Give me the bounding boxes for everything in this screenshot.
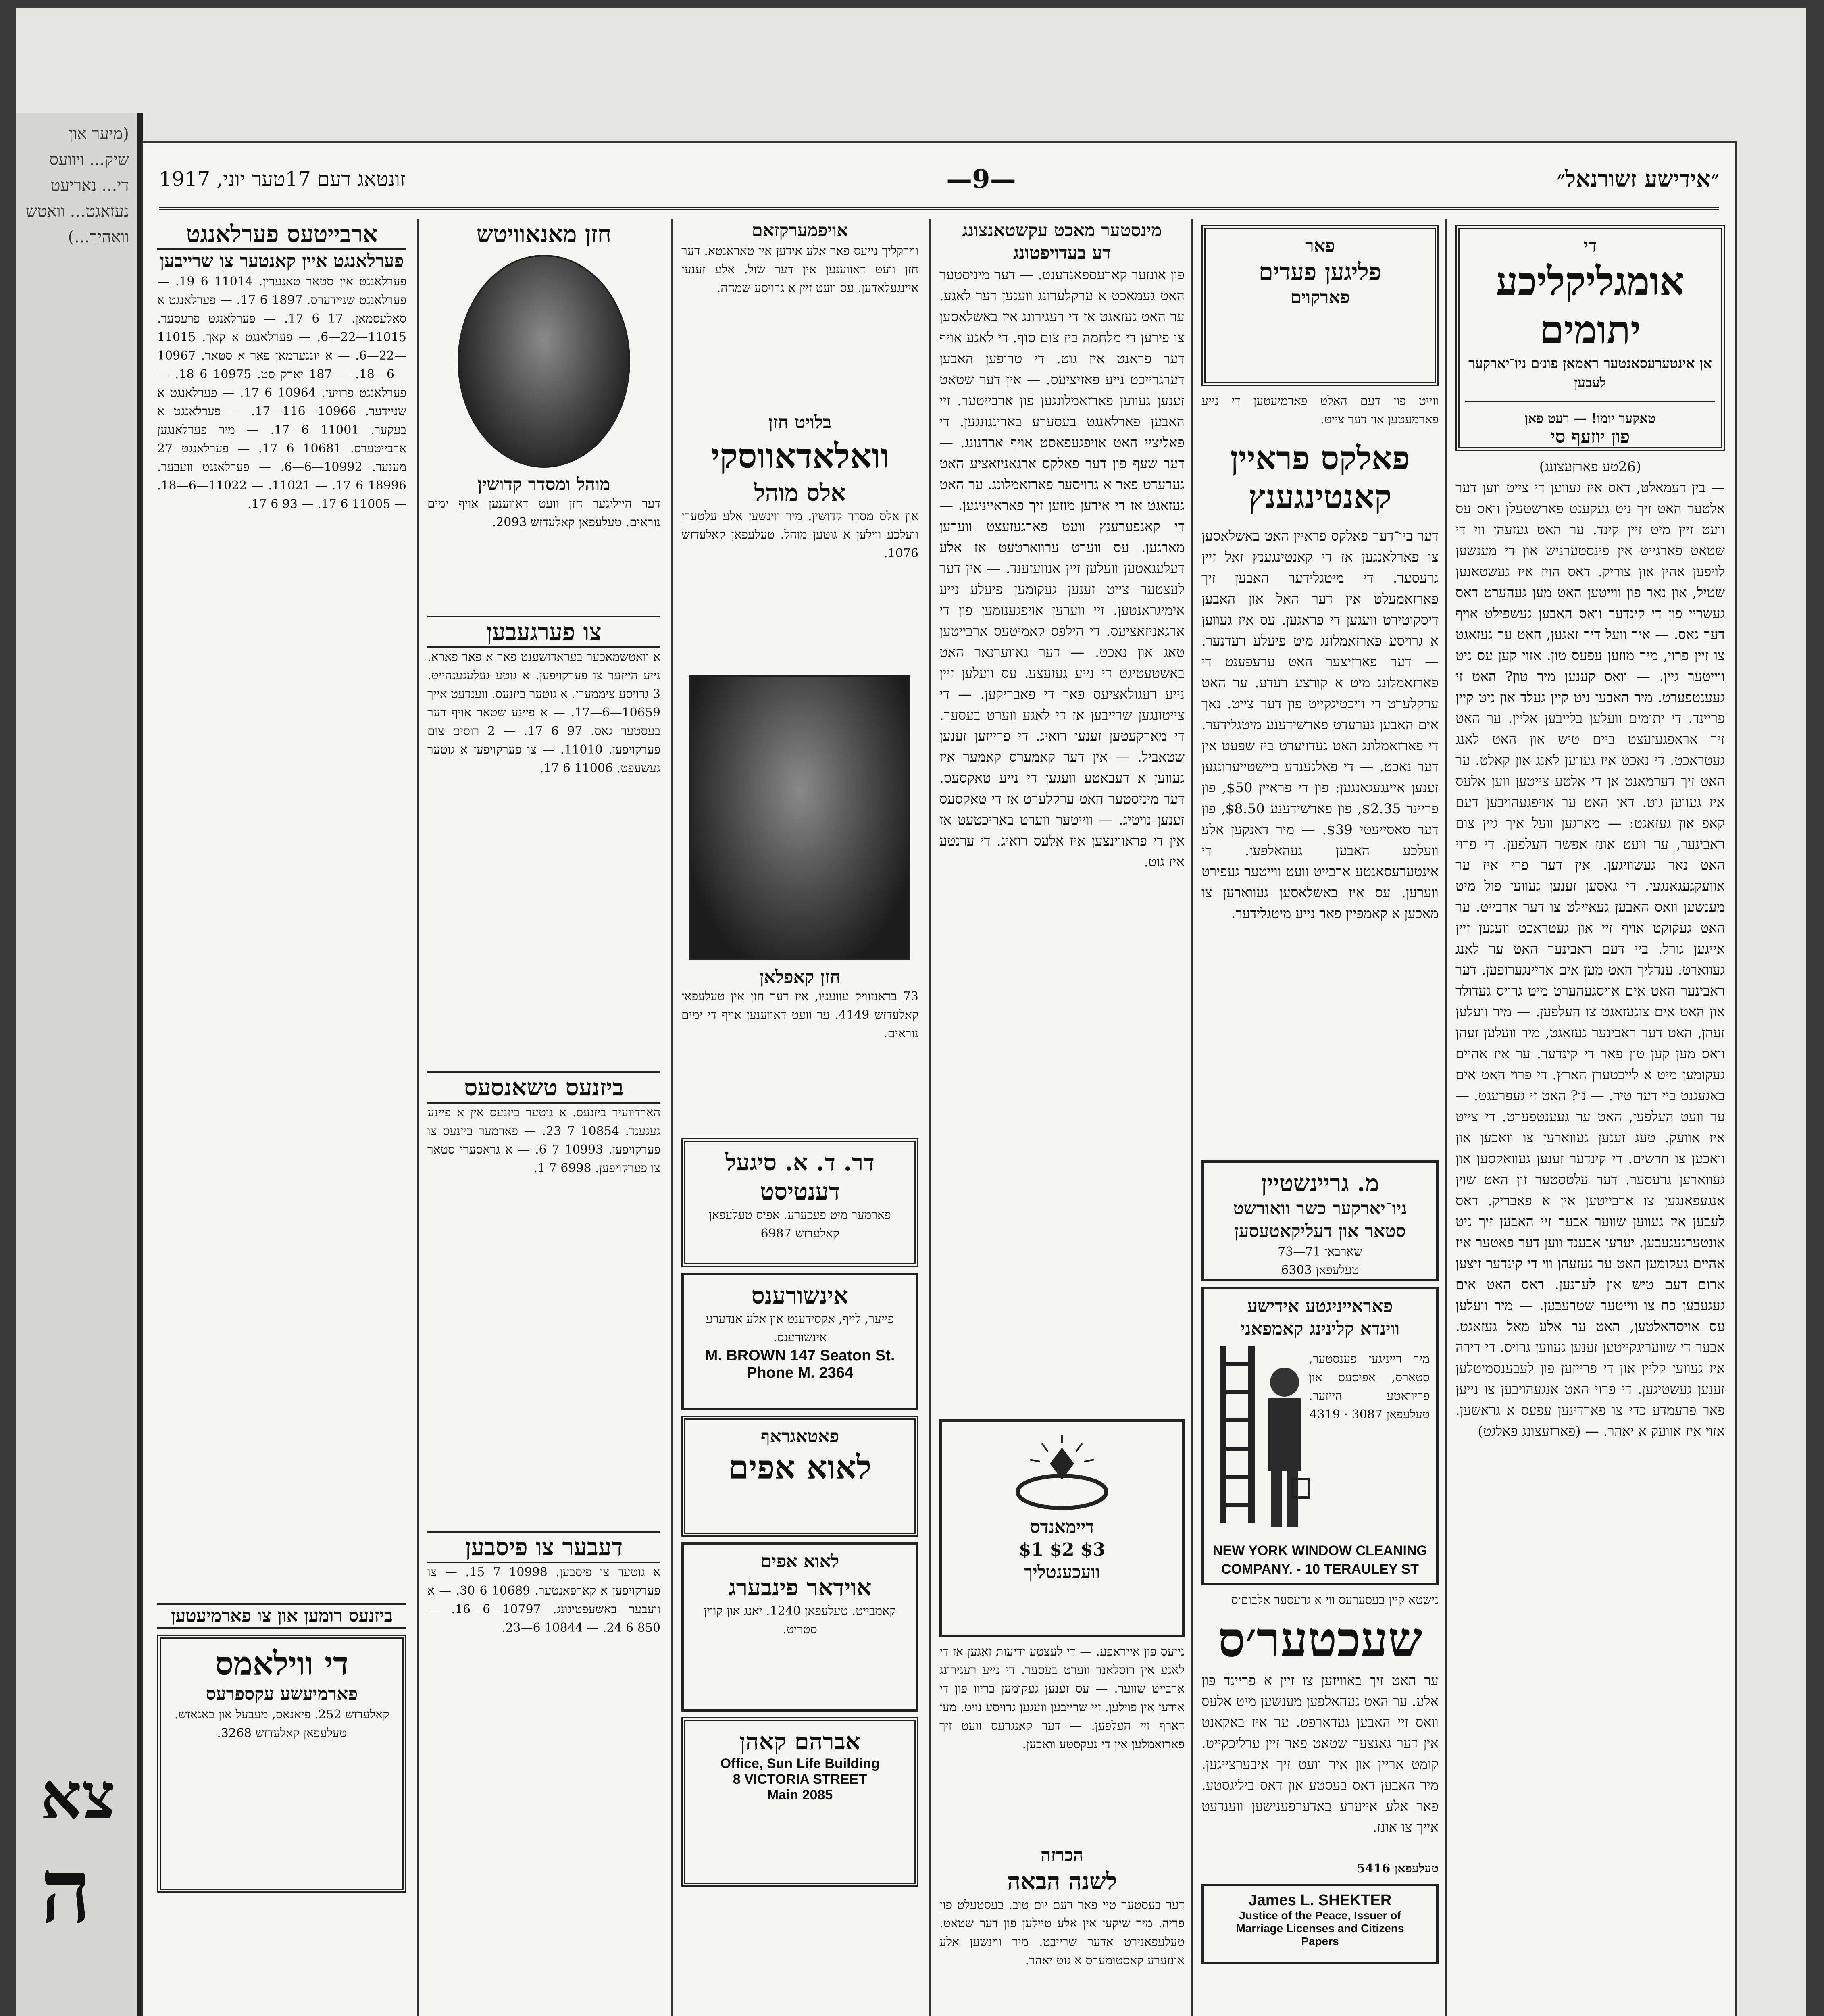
serial-body: — בין דעמאלט, דאס איז געווען די צייט ווען דער אלטער האט זיך ניט געקענט פארשטעלן וואס עס וועט זיין מיט זיין קינד. ער האט געזעהן ווי די שטאט פארגייט אין פינסטערניש און די מענשען לויפען אהין און צוריק. דאס הויז איז געשטאנען שטיל, און נאר פון ווייטען האט מען געהערט דאס געשריי פון די קינדער וואס האבען געשפילט אויף דער גאס. — איך וועל דיר זאגען, האט ער געזאגט צו זיין פרוי, מיר מוזען עפעס טון. אזוי קען עס ניט ווייטער גיין. — וואס קענען מיר טון? האט זי געענטפערט. מיר האבען ניט קיין געלד און ניט קיין פריינד. די יתומים וועלען בלייבען אליין. ער האט זיך אראפגעזעצט ביים טיש און האט לאנג געטראכט. די נאכט איז געווען לאנג און קאלט. ער האט זיך דערמאנט אן די אלטע צייטען ווען אלעס איז געווען גוט. דאן האט ער אויפגעהויבען דעם קאפ און געזאגט: — מארגען וועל איך גיין צום ראבינער, ער וועט אונז אפשר העלפען. די פרוי האט נאר געשוויגען. אין דער פרי איז ער אוועקגעגאנגען. די גאסען זענען געווען פול מיט מענשען וואס האבען געאיילט צו דער ארבייט. ער האט געקוקט אויף זיי און געטראכט וועגען זיין אייגען גורל. ביי דעם ראבינער האט ער לאנג געווארט. ענדליך האט מען אים אריינגערופען. דער ראבינער האט אים אויסגעהערט מיט גרויס געדולד און האט אים צוגעזאגט צו העלפען. — מיר וועלען זעהן, האט דער ראבינער געזאגט, מיר וועלען זעהן וואס מען קען טון פאר די קינדער. ער איז אהיים געקומען מיט א לייכטערן הארץ. די פרוי האט אים באגעגנט ביי דער טיר. — נו? האט זי געפרעגט. — ער וועט העלפען, האט ער געענטפערט. די צייט איז אוועק. טעג זענען געווארען צו וואכען און וואכען צו חדשים. די קינדער זענען געוואקסען און געווארען גרעסער. דער עלטסטער זון האט שוין אנגעפאנגען צו ארבייטען אין א פאבריק. דאס לעבען איז געווען שווער אבער זיי האבען זיך ניט אונטערגעגעבען. יעדען אבענד ווען דער פאטער איז אהיים געקומען האט ער געזעהן ווי די קינדער זיצען ארום דעם טיש און לערנען. דאס האט אים געגעבען כח צו ווייטער שטרעבען. — מיר וועלען עס אויסהאלטען, האט ער אלע מאל געזאגט. אבער די שוועריגקייטען זענען געווען גרויס. די דירה איז געווען קליין און די פרייזען פון לעבענסמיטלען זענען געשטיגען. די פרוי האט אנגעהויבען צו נייען פאר פרעמדע כדי צו פארדינען עפעס א גראשען. אזוי איז אוועק א יאהר. — (פארזעצונג פאלגט)	[1455, 480, 1725, 1439]
column-five-header: חזן מאנאוויטש	[476, 220, 612, 248]
window-ad-en2: COMPANY. - 10 TERAULEY ST	[1221, 1562, 1419, 1577]
furniture-title: לאוא אפים	[760, 1551, 839, 1572]
insurance-ad	[681, 1273, 918, 1410]
shekter-name: James L. SHEKTER	[1248, 1892, 1392, 1909]
paper-name: ״אידישע זשורנאל״	[1556, 166, 1719, 192]
flies-ad-line2: פליגען פעדים	[1258, 258, 1382, 285]
column-four-headline: אויפמערקזאם	[752, 220, 848, 241]
dentist-ad	[681, 1138, 918, 1267]
dentist-body: פארמער מיט פעכערע. אפיס טעלעפאן קאלעדזש 6987	[709, 1208, 891, 1241]
flies-ad	[1201, 225, 1439, 386]
column-rule	[671, 219, 673, 2016]
rooms-header: ביזנעס רומען און צו פארמיעטען	[157, 1603, 406, 1629]
window-cleaning-ad	[1201, 1287, 1439, 1585]
newspaper-page	[141, 141, 1737, 2016]
express-ad-body: קאלעדזש 252. פיאנאס, מעבעל און באגאזש. טעלעפאן קאלעדזש 3268.	[174, 1708, 389, 1740]
insurance-en2: Phone M. 2364	[747, 1364, 853, 1381]
column-five-intro: דער הייליגער חזן וועט דאווענען אויף ימים נוראים. טעלעפאן קאלעדזש 2093.	[427, 497, 660, 529]
diamond-ring-icon	[1006, 1431, 1118, 1512]
mohel-body: און אלס מסדר קדושין. מיר ווינשען אלע עלטערן וועלכע ווילען א גוטען מוהל. טעלעפאן קאלעדזש 1076.	[681, 509, 918, 560]
section-business-chances: ביזנעס טשאנסעס	[427, 1071, 660, 1104]
column-rule	[929, 219, 931, 2016]
photographer-ad	[681, 1416, 918, 1537]
lawyer-en2: 8 VICTORIA STREET	[733, 1772, 867, 1787]
adjacent-letters-1: צא	[40, 1758, 116, 1834]
serial-header-small: די	[1583, 235, 1597, 256]
window-ad-title: פאראייניגטע אידישע	[1247, 1296, 1393, 1316]
furniture-name: אוידאר פינבערג	[728, 1574, 872, 1601]
help-wanted-listings: פערלאנגט אין סטאר טאנערין. 11014 6 19. — פערלאנגט שניידערס. 1897 6 17. — פערלאנגט א סאלעסמאן. 17 6 17. — פערלאנגט פרעסער. 11015—22—6. — פערלאנגט א קאך. 11015—22—6. — א יונגערמאן פאר א סטאר. 10967—6—18. — 187 יארק סט. 10975 6 18. — פערלאנגט פרויען. 10964 6 17. — פערלאנגט א שניידער. 10966—116—17. — פערלאנגט א בעקער. 11001 6 17. — מיר פערלאנגען ארבייטערס. 10681 6 17. — פערלאנגט 27 מענער. 10992—6—6. — פערלאנגט וועבער. 18996 6 17. — 11021. — 11022—6—18. — 11005 6 17. — 93 6 17.	[157, 275, 406, 511]
cantor-caption: חזן קאפלאן	[759, 967, 841, 987]
lawyer-en1: Office, Sun Life Building	[720, 1756, 880, 1771]
grinstein-addr: שארבאן 71—73	[1278, 1245, 1362, 1259]
window-cleaner-illustration	[1212, 1346, 1317, 1531]
column-three-subhead: דע בעדויפטונג	[1013, 243, 1111, 263]
diamond-ad	[939, 1419, 1185, 1637]
cantor-body: 73 בראנזוויק עוועניו, איז דער חזן אין טעלעפאן קאלעדזש 4149. ער וועט דאווענען אויף די ימים נוראים.	[681, 989, 918, 1041]
shekter-line2: Marriage Licenses and Citizens	[1236, 1922, 1404, 1935]
mohel-line: אלס מוהל	[754, 479, 846, 506]
grinstein-line2: סטאר און דעליקאטעסען	[1234, 1221, 1406, 1241]
express-ad-line: פארמיעשע עקספרעס	[206, 1684, 358, 1704]
photographer-name: לאוא אפים	[728, 1448, 872, 1486]
cantor-manowitz-photo	[458, 255, 630, 468]
shekter-body: ער האט זיך באוויזען צו זיין א פריינד פון אלע. ער האט געהאלפען מענשען מיט אלעס וואס זיי האבען געדארפט. ער איז באקאנט אין דער גאנצער שטאט פאר זיין ערליכקייט. קומט אריין און איר וועט זיך איבערצייגען. מיר האבען דאס בעסטע און דאס ביליגסטע. פאר אלע אייערע באדערפענישען ווענדעט אייך צו אונז.	[1201, 1672, 1439, 1835]
column-two-intro: ווייט פון דעם האלט פארמיעטען די נייע פארמעטען און דער צייט.	[1201, 394, 1439, 427]
column-three-headline: מינסטער מאכט עקשטאנצונג	[962, 220, 1162, 241]
grinstein-phone: טעלעפאן 6303	[1281, 1263, 1359, 1277]
serial-subtitle2: טאקער יומו! — רעט פאן	[1524, 410, 1656, 426]
column-rule	[417, 219, 419, 2016]
diamond-ad-weekly: וועכענטליך	[1024, 1562, 1100, 1583]
window-ad-en1: NEW YORK WINDOW CLEANING	[1212, 1543, 1427, 1558]
insurance-title: אינשורענס	[751, 1282, 849, 1309]
express-ad	[157, 1635, 406, 1893]
column-three	[933, 219, 1191, 2016]
shekter-tel: טעלעפאן 5416	[1356, 1862, 1439, 1876]
section-for-sale: צו פערגעבען	[427, 616, 660, 648]
shekter-line1: Justice of the Peace, Issuer of	[1239, 1909, 1401, 1922]
window-ad-note: נישטא קיין בעסערעס ווי א גרעסער אלבום׳ס	[1231, 1593, 1439, 1607]
column-two	[1195, 219, 1445, 2016]
column-rule	[1191, 219, 1193, 2016]
serial-byline: פון יוזעף סי	[1550, 427, 1630, 447]
tea-body: דער בעסטער טיי פאר דעם יום טוב. בעסטעלט פון פריה. מיר שיקען אין אלע טיילען פון דער שטאט. טעלעפאנירט אדער שרייבט. מיר ווינשען אלע אונזערע קאסטומערס א גוט יאהר.	[939, 1898, 1185, 1968]
business-chances-listings: הארדוועיר ביזנעס. א גוטער ביזנעס אין א פיינע געגענד. 10854 7 23. — פארמער ביזנעס צו פערקויפען. 10993 7 6. — א גראסערי סטאר צו פערקויפען. 6998 7 1.	[427, 1106, 660, 1175]
page-number: —9—	[946, 164, 1016, 194]
shekter-line3: Papers	[1301, 1935, 1339, 1947]
column-rule	[1445, 219, 1447, 2016]
grinstein-name: מ. גריינשטיין	[1261, 1169, 1379, 1197]
photographer-title: פאטאגראף	[760, 1426, 839, 1447]
cantor-portrait-photo	[689, 675, 910, 960]
lawyer-en3: Main 2085	[767, 1787, 833, 1803]
help-wanted-header: ארבייטעס פערלאנגט	[157, 219, 406, 250]
shekter-headline: שעכטער׳ס	[1218, 1611, 1422, 1668]
serial-subtitle: אן אינטערעסאנטער ראמאן פונ׳ם ניו־יארקער לעבען	[1468, 356, 1712, 391]
mohel-name: וואלאדאווסקי	[710, 436, 889, 476]
diamond-ad-title: דיימאנדס	[1030, 1517, 1094, 1537]
flies-ad-line3: פארקוים	[1290, 287, 1350, 308]
furniture-ad	[681, 1542, 918, 1712]
column-two-headline: פאלקס פראיין קאנטינגענץ	[1230, 439, 1410, 516]
column-four-intro: ווירקליך נייעס פאר אלע אידען אין טאראנטא. דער חזן וועט דאווענען אין דער שול. אלע זענען איינגעלאדען. עס וועט זיין א גרויסע שמחה.	[681, 244, 918, 295]
adjacent-page-text: (מיער און שיק... ויוועס די... נאריעט נעזאגט... וואטש וואהיר...)	[26, 125, 129, 246]
help-wanted-subheader: פערלאנגט איין קאנטער צו שרייבען	[160, 251, 404, 271]
issue-date: זונטאג דעם 17טער יוני, 1917	[159, 167, 406, 191]
column-five-caption: מוהל ומסדר קדושין	[477, 474, 610, 495]
column-three-body2: נייעס פון אייראפע. — די לעצטע ידיעות זאגען אז די לאגע אין רוסלאנד ווערט בעסער. די נייע רעגירונג ארבייט שווער. — עס זענען געקומען בריוו פון די אידען אין פוילען. זיי שרייבען וועגען גרויסע נויט. מען דארף זיי העלפען. — דער קאנגרעס וועט זיך פארזאמלען אין די נעקסטע וואכען.	[939, 1645, 1185, 1752]
mohel-header: בלויט חזן	[768, 412, 831, 433]
shekter-ad	[1201, 1884, 1439, 1964]
column-three-body: פון אונזער קארעספאנדענט. — דער מיניסטער האט געמאכט א ערקלערונג וועגען דער לאגע. ער האט געזאגט אז די רעגירונג איז באשלאסען צו פירען די מלחמה ביז צום סוף. די לאגע אויף דער פראנט איז גוט. די טרופען האבען דערגרייכט נייע פאזיציעס. — אין דער שטאט זענען געווען פארזאמלונגען פון ארבייטער. זיי האבען פארלאנגט בעסערע באדינגונגען. די פאליציי האט אויפגעפאסט אויף ארדנונג. — דער שעף פון דער פאלקס ארגאניזאציע האט גערעדט פאר א גרויסער פארזאמלונג. ער האט געזאגט אז די אידען מוזען זיך פאראייניגען. — די קאנפערענץ וועט פארגעזעצט ווערען מארגען. עס ווערט ערווארטעט אז אלע דעלעגאטען וועלען זיין אנוועזענד. — אין דער לעצטער צייט זענען געקומען פיעלע נייע אימיגראנטען. זיי ווערען אויפגענומען פון די ארגאניזאציעס. די הילפס קאמיטעס ארבייטען טאג און נאכט. — דער גאווערנאר האט באשטעטיגט די נייע געזעצע. עס וועלען זיין נייע רעגולאציעס פאר די פאבריקען. — די צייטונגען שרייבען אז די לאגע ווערט בעסער. די מארקעטען זענען רואיג. די פרייזען זענען שטאביל. — אין דער קאמערס קאמער איז געווען א דעבאטע וועגען די נייע טאקסעס. דער מיניסטער האט ערקלערט אז די טאקסעס זענען נויטיג. — ווייטער ווערט באריכטעט אז אין די פראווינצען איז אלעס רואיג. די ערנטע איז גוט.	[939, 267, 1185, 870]
masthead	[159, 151, 1719, 210]
grinstein-ad	[1201, 1160, 1439, 1281]
flies-ad-line1: פאר	[1305, 235, 1335, 256]
furniture-body: קאמבייט. טעלעפאן 1240. יאנג און קווין סטריט.	[704, 1604, 896, 1637]
lawyer-ad	[681, 1717, 918, 1887]
adjacent-letters-2: ה	[40, 1839, 92, 1943]
grinstein-line1: ניו־יארקער כשר וואורשט	[1233, 1198, 1407, 1219]
lawyer-title: אברהם קאהן	[739, 1728, 860, 1755]
for-sale-listings: א וואטשמאכער בעראדזשענט פאר א פאר פארא. נייע הייזער צו פערקויפען. א גוטע געלעגענהייט. 3 גרויסע ציממערן. א גוטער ביזנעס. ווענדעט אייך 10659—6—17. — א פיינע שטאר אויף דער בעסטער גאס. 97 6 17. — 2 רוסים צום פערקויפען. 11010. — צו פערקויפען א גוטער געשעפט. 11006 6 17.	[427, 650, 660, 775]
window-ad-line: ווינדא קלינינג קאמפאני	[1240, 1318, 1400, 1339]
wanted-listings: א גוטער צו פיסבען. 10998 7 15. — צו פערקויפען א קארפאנטער. 10689 6 30. — א וועבער באשעפטיגונג. 10797—6—16. — 850 6 24. — 10844 6—23.	[427, 1565, 660, 1635]
adjacent-page-strip	[16, 113, 143, 2016]
column-serial-novel	[1449, 219, 1731, 2016]
column-four	[675, 219, 925, 2016]
dentist-title: דענטיסט	[760, 1178, 840, 1205]
section-wanted: דעבער צו פיסבען	[427, 1531, 660, 1563]
serial-title-box	[1455, 225, 1725, 451]
express-ad-title: די ווילאמס	[215, 1645, 349, 1683]
divider	[1465, 401, 1715, 402]
newyear-title: לשנה הבאה	[1007, 1868, 1117, 1895]
column-help-wanted	[151, 219, 413, 2016]
serial-title: אומגליקליכע יתומים	[1496, 258, 1684, 352]
newyear-announce: הכרזה	[1040, 1845, 1083, 1866]
diamond-ad-prices: $1 $2 $3	[1018, 1539, 1106, 1560]
serial-continuation: (26טע פארזעצונג)	[1539, 459, 1641, 475]
dentist-name: דר. ד. א. סיגעל	[725, 1149, 875, 1176]
insurance-en1: M. BROWN 147 Seaton St.	[705, 1347, 895, 1364]
insurance-body: פייער, לייף, אקסידענט און אלע אנדערע אינשורענס.	[706, 1312, 894, 1345]
window-ad-body: מיר רייניגען פענסטער, סטארס, אפיסעס און פריוואטע הייזער. טעלעפאן 3087 · 4319	[1309, 1352, 1430, 1422]
column-two-body: דער ביו־דער פאלקס פראיין האט באשלאסען צו פארלאנגען אז די קאנטינגענץ זאל זיין גרעסער. די מיטגלידער האבען זיך פארזאמעלט אין דער האל און האבען דיסקוטירט וועגען די פראגען. עס איז געווען א גרויסע פארזאמלונג מיט פיעלע רעדנער. — דער פארזיצער האט ערעפענט די פארזאמלונג מיט א קורצע רעדע. ער האט ערקלערט די וויכטיגקייט פון דער צייט. נאך אים האבען גערעדט פארשידענע מיטגלידער. די פארזאמלונג האט געדויערט ביז שפעט אין דער נאכט. — די פאלגענדע ביישטייערונגען זענען איינגעגאנגען: פון די פראיין $50, פון פריינד $2.35, פון פארשידענע $8.50, פון דער סאסייעטי $39. — מיר דאנקען אלע וועלכע האבען געהאלפען. די אינטערעסאנטע ארבייט וועט ווייטער געפירט ווערען. עס איז באשלאסען געווארען צו מאכען א קאמפיין פאר נייע מיטגלידער.	[1201, 528, 1439, 922]
column-five	[421, 219, 667, 2016]
